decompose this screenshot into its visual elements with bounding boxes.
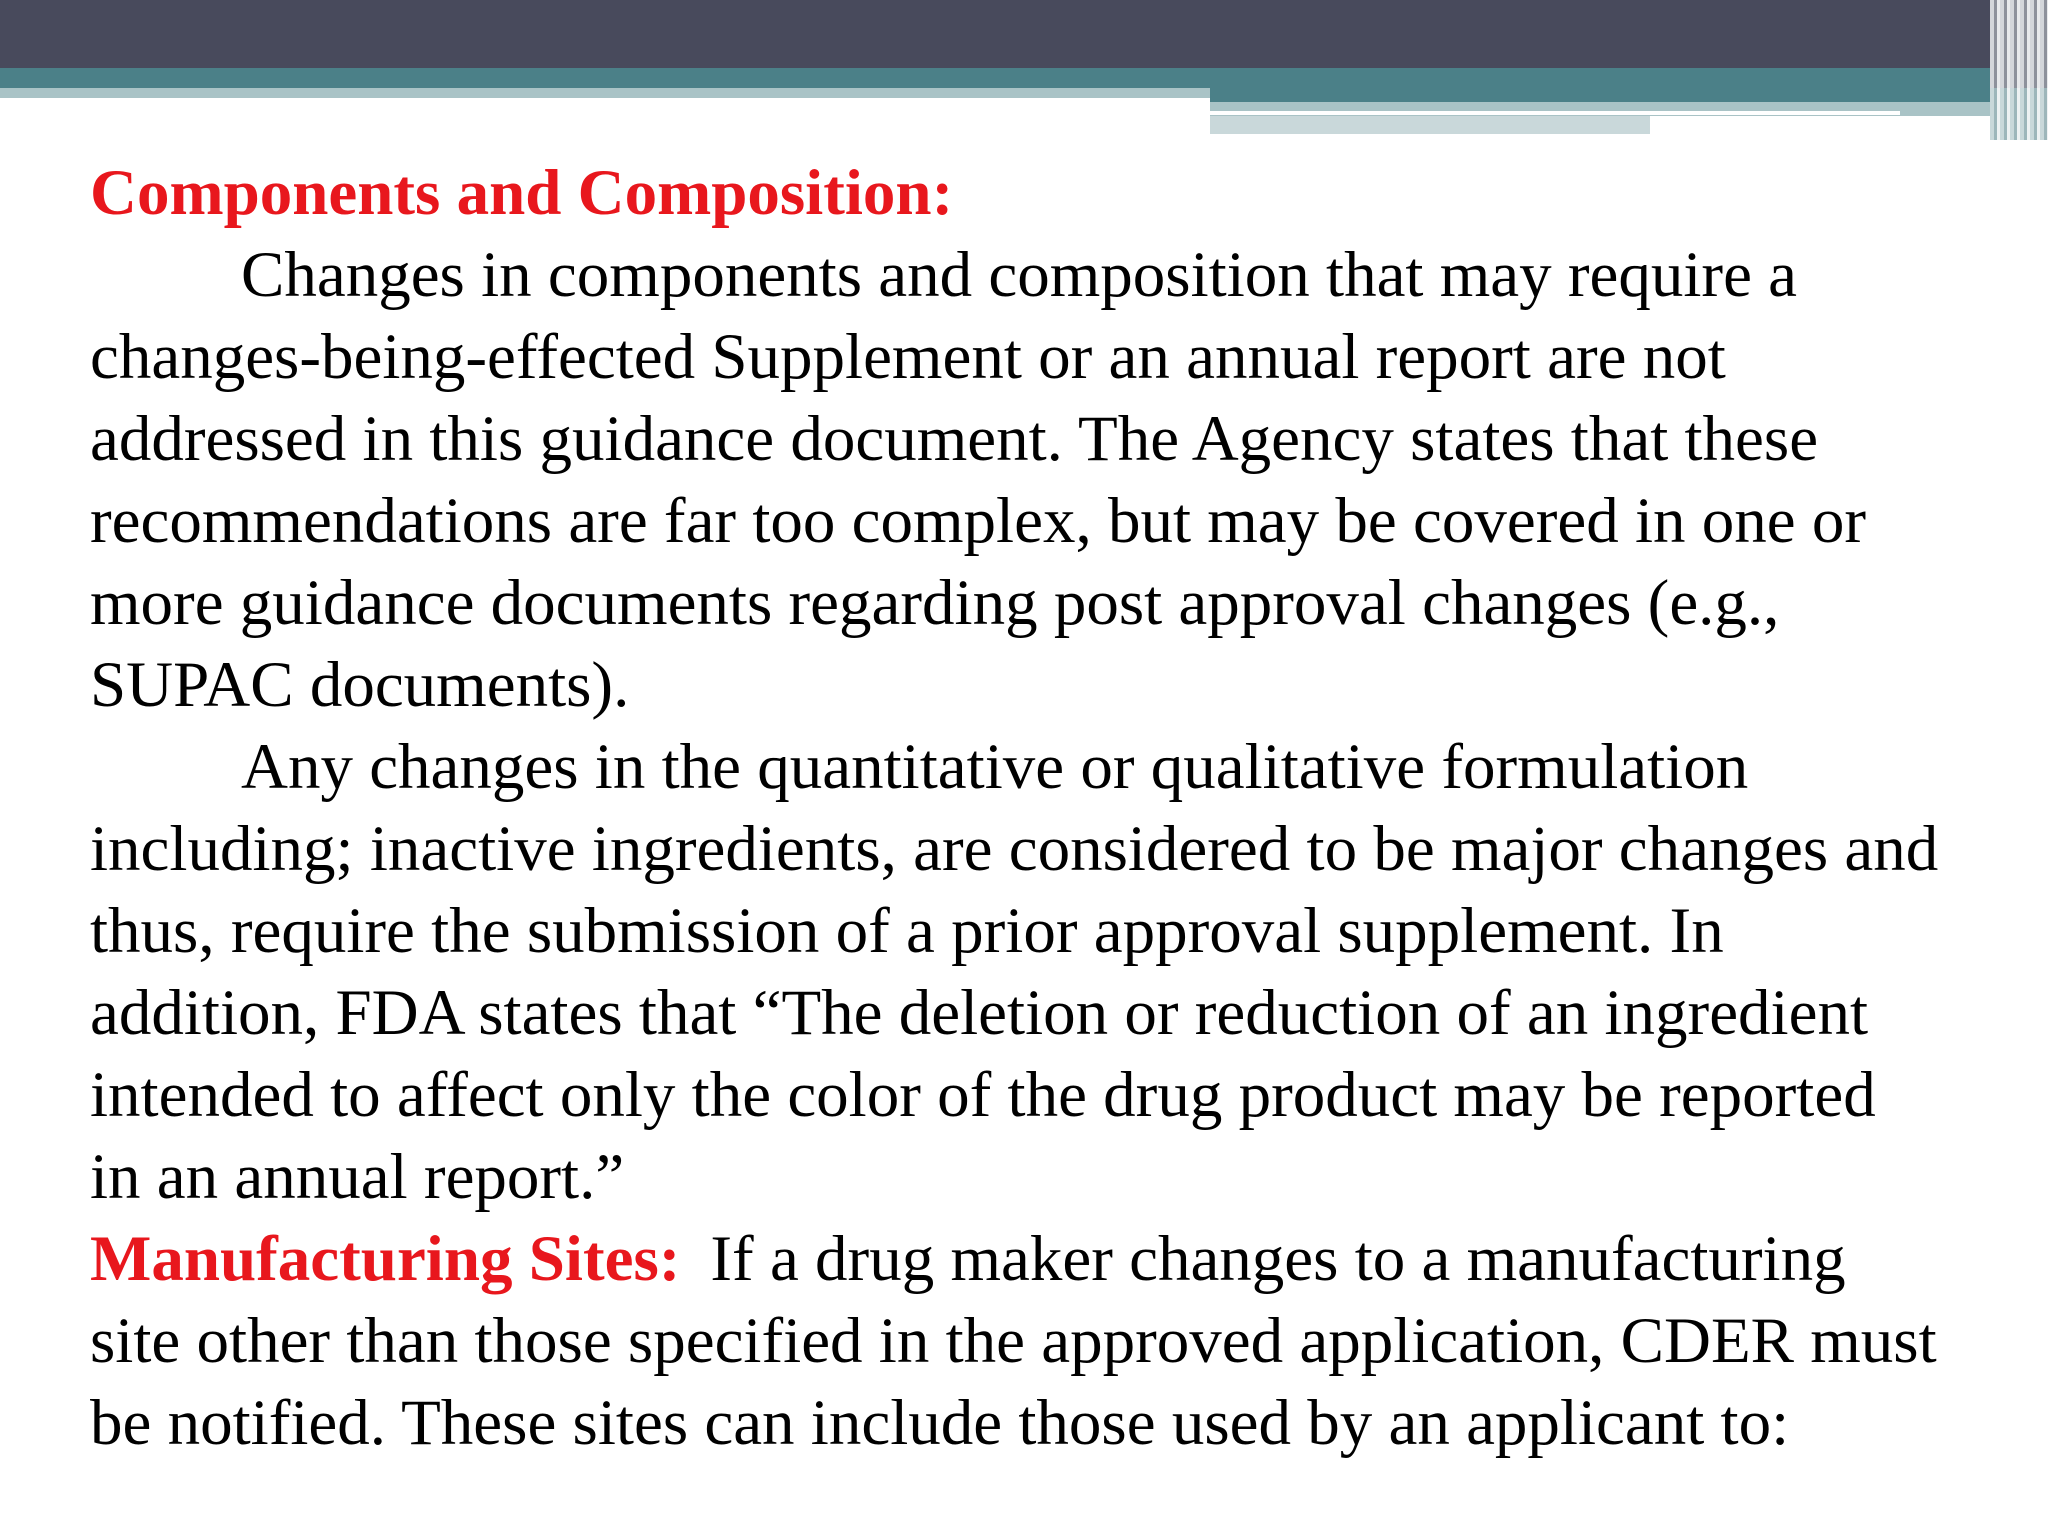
- top-band: [0, 0, 2048, 68]
- light-stripe: [0, 88, 1210, 98]
- right-step-pale: [1210, 116, 1650, 134]
- para2-line: thus, require the submission of a prior approval supplement. In: [90, 895, 1724, 967]
- para2-line: [90, 726, 2035, 808]
- para2-text: Any changes in the quantitative or qualitative formulation: [241, 731, 1749, 803]
- right-step-divider: [1210, 111, 1900, 115]
- para2-line: intended to affect only the color of the drug product may be reported: [90, 1059, 1876, 1131]
- para1-line: changes-being-effected Supplement or an annual report are not: [90, 321, 1726, 393]
- para2-line: addition, FDA states that “The deletion or reduction of an ingredient: [90, 977, 1869, 1049]
- para3-line: [90, 1218, 2035, 1300]
- para1-line: addressed in this guidance document. The Agency states that these: [90, 403, 1819, 475]
- para1-text: Changes in components and composition that may require a: [241, 239, 1798, 311]
- para3-line: site other than those specified in the approved application, CDER must: [90, 1305, 1937, 1377]
- para1-line: SUPAC documents).: [90, 649, 630, 721]
- heading-components-composition: Components and Composition:: [90, 157, 954, 229]
- para1-line: [90, 234, 2035, 316]
- slide-body: [90, 152, 2035, 1464]
- para3-text: If a drug maker changes to a manufacturing: [710, 1223, 1846, 1295]
- para1-line: recommendations are far too complex, but may be covered in one or: [90, 485, 1867, 557]
- para3-line: be notified. These sites can include those used by an applicant to:: [90, 1387, 1790, 1459]
- teal-stripe: [0, 68, 2048, 88]
- right-edge-bars-lower: [1990, 88, 2048, 140]
- para2-line: including; inactive ingredients, are considered to be major changes and: [90, 813, 1939, 885]
- para1-line: more guidance documents regarding post approval changes (e.g.,: [90, 567, 1780, 639]
- heading-manufacturing-sites: Manufacturing Sites:: [90, 1223, 681, 1295]
- para2-line: in an annual report.”: [90, 1141, 625, 1213]
- right-step-teal: [1210, 88, 2048, 102]
